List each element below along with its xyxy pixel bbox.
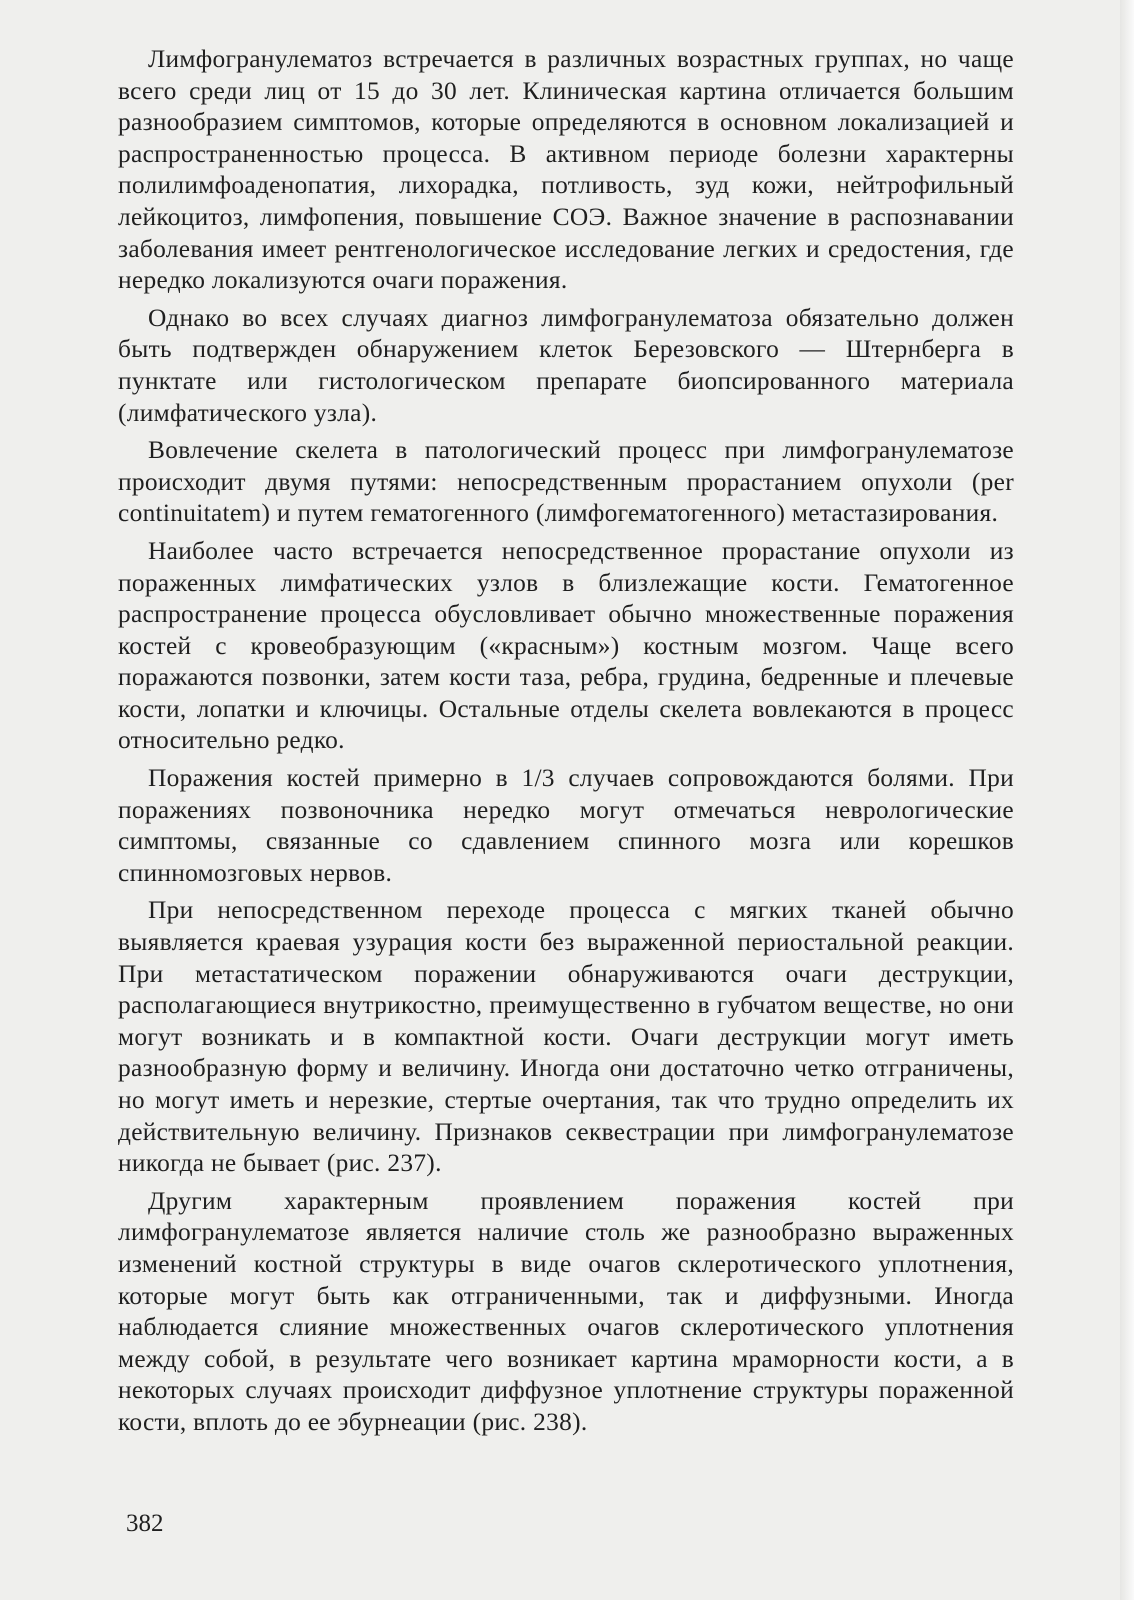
paragraph-6: При непосредственном переходе процесса с мягких тканей обычно выявляется краевая узурация кости без выраженной периостальной реакции. При метастатическом поражении обнаруживаются очаги деструкции, располагающиеся внутрикостно, преимущественно в губчатом веществе, но они могут возникать и в компактной кости. Очаги деструкции могут иметь разнообразную форму и величину. Иногда они достаточно четко отграничены, но могут иметь и нерезкие, стертые очертания, так что трудно определить их действительную величину. Признаков секвестрации при лимфогранулематозе никогда не бывает (рис. 237). [118, 896, 1014, 1178]
body-text [118, 44, 1014, 1445]
paragraph-7: Другим характерным проявлением поражения костей при лимфогранулематозе является наличие столь же разнообразно выраженных изменений костной структуры в виде очагов склеротического уплотнения, которые могут быть как отграниченными, так и диффузными. Иногда наблюдается слияние множественных очагов склеротического уплотнения между собой, в результате чего возникает картина мраморности кости, а в некоторых случаях происходит диффузное уплотнение структуры пораженной кости, вплоть до ее эбурнеации (рис. 238). [118, 1186, 1014, 1436]
paragraph-4: Наиболее часто встречается непосредственное прорастание опухоли из пораженных лимфатических узлов в близлежащие кости. Гематогенное распространение процесса обусловливает обычно множественные поражения костей с кровеобразующим («красным») костным мозгом. Чаще всего поражаются позвонки, затем кости таза, ребра, грудина, бедренные и плечевые кости, лопатки и ключицы. Остальные отделы скелета вовлекаются в процесс относительно редко. [118, 536, 1014, 755]
page-number: 382 [126, 1510, 164, 1537]
page-edge [1120, 0, 1134, 1600]
paragraph-1: Лимфогранулематоз встречается в различных возрастных группах, но чаще всего среди лиц от 15 до 30 лет. Клиническая картина отличается большим разнообразием симптомов, которые определяются в основном локализацией и распространенностью процесса. В активном периоде болезни характерны полилимфоаденопатия, лихорадка, потливость, зуд кожи, нейтрофильный лейкоцитоз, лимфопения, повышение СОЭ. Важное значение в распознавании заболевания имеет рентгенологическое исследование легких и средостения, где нередко локализуются очаги поражения. [118, 45, 1014, 295]
paragraph-2: Однако во всех случаях диагноз лимфогранулематоза обязательно должен быть подтвержден обнаружением клеток Березовского — Штернберга в пунктате или гистологическом препарате биопсированного материала (лимфатического узла). [118, 303, 1014, 427]
paragraph-5: Поражения костей примерно в 1/3 случаев сопровождаются болями. При поражениях позвоночника нередко могут отмечаться неврологические симптомы, связанные со сдавлением спинного мозга или корешков спинномозговых нервов. [118, 764, 1014, 887]
paragraph-3: Вовлечение скелета в патологический процесс при лимфогранулематозе происходит двумя путями: непосредственным прорастанием опухоли (per continuitatem) и путем гематогенного (лимфогематогенного) метастазирования. [118, 436, 1014, 528]
